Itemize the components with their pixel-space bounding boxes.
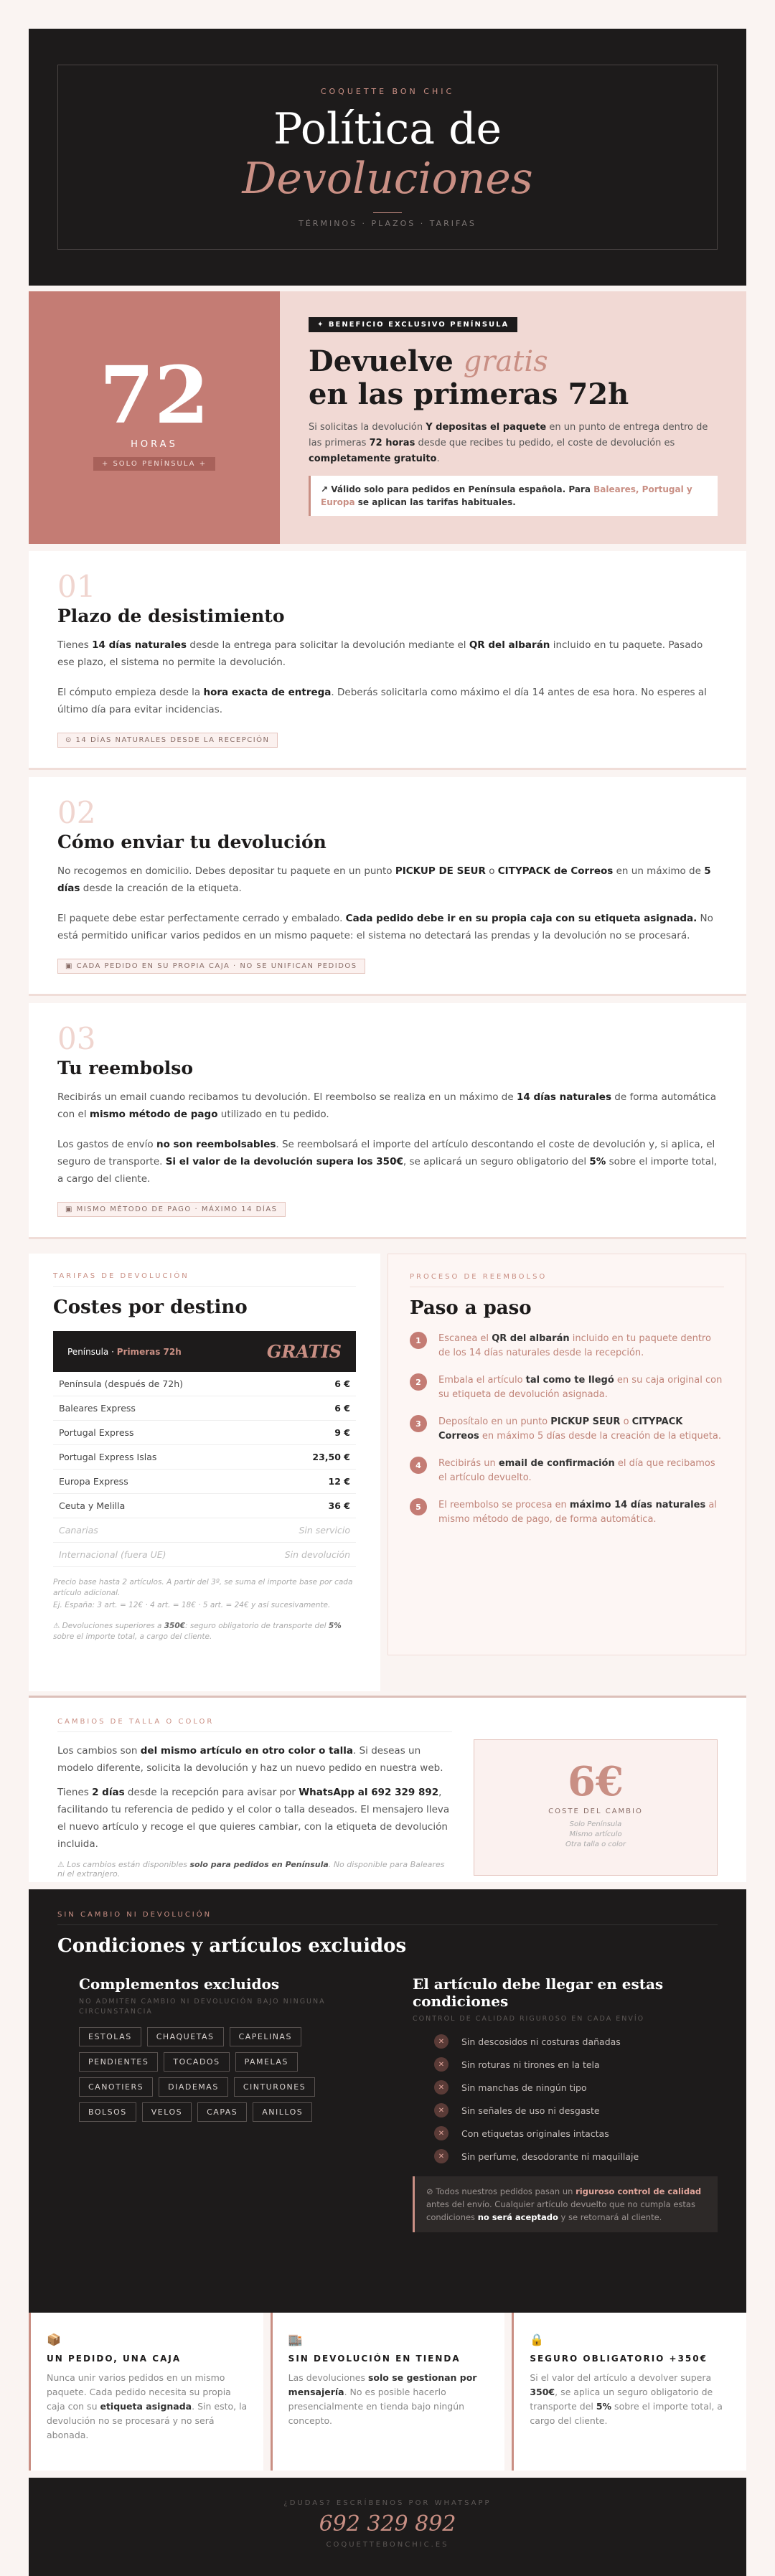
costs-footnote: Precio base hasta 2 artículos. A partir del 3º, se suma el importe base por cada artículo adicional.: [53, 1578, 353, 1597]
cost-value: 36 €: [328, 1500, 350, 1511]
excluded-kicker: SIN CAMBIO NI DEVOLUCIÓN: [57, 1911, 212, 1919]
excluded-item-chip: CANOTIERS: [79, 2077, 153, 2097]
step-item: [410, 1415, 724, 1444]
card-text: [288, 2371, 489, 2428]
benefit-number: 72: [99, 349, 210, 441]
excluded-item-chip: TOCADOS: [164, 2052, 229, 2072]
excluded-item-chip: BOLSOS: [79, 2102, 136, 2122]
cost-destination: Europa Express: [59, 1476, 128, 1487]
benefit-highlight: [29, 291, 280, 544]
step-text-part: tal como te llegó: [525, 1375, 614, 1386]
condition-item: [434, 2057, 718, 2072]
x-icon: ✕: [434, 2103, 448, 2117]
excluded-item-chip: CINTURONES: [234, 2077, 315, 2097]
costs-title: Costes por destino: [53, 1297, 248, 1318]
brand-name: COQUETTE BON CHIC: [320, 87, 455, 96]
costs-insurance-note: ⚠ Devoluciones superiores a 350€: seguro obligatorio de transporte del 5% sobre el importe total, a cargo del cliente.: [53, 1622, 342, 1641]
costs-example: Ej. España: 3 art. = 12€ · 4 art. = 18€ · 5 art. = 24€ y así sucesivamente.: [53, 1601, 331, 1609]
cost-value: 6 €: [334, 1378, 350, 1389]
cost-row: [53, 1445, 356, 1470]
step-number: 3: [410, 1415, 427, 1432]
excluded-item-chip: ESTOLAS: [79, 2027, 141, 2046]
condition-item: [434, 2080, 718, 2095]
website-link[interactable]: COQUETTEBONCHIC.ES: [326, 2541, 449, 2549]
cost-destination: Portugal Express Islas: [59, 1452, 157, 1462]
card-title: UN PEDIDO, UNA CAJA: [47, 2354, 182, 2364]
free-row: Península · Primeras 72h GRATIS: [53, 1331, 356, 1372]
divider: [53, 1286, 356, 1287]
benefit-title-b: en las primeras 72h: [309, 377, 629, 411]
card-title: SIN DEVOLUCIÓN EN TIENDA: [288, 2354, 461, 2364]
card-text-part: sobre el importe total, a cargo del cliente.: [530, 2401, 723, 2426]
store-icon: 🏬: [288, 2333, 303, 2346]
step-text-part: email de confirmación: [498, 1458, 615, 1469]
footer-ask: ¿DUDAS? ESCRÍBENOS POR WHATSAPP: [283, 2499, 492, 2507]
card-text-part: , se aplica un seguro obligatorio de transporte del: [530, 2387, 713, 2412]
cost-destination: Ceuta y Melilla: [59, 1500, 126, 1511]
cost-row: [53, 1372, 356, 1396]
step-text-part: o: [620, 1416, 632, 1427]
card-text-part: 350€: [530, 2387, 555, 2397]
cost-destination: Internacional (fuera UE): [59, 1549, 166, 1560]
benefit-section: [29, 291, 746, 544]
change-note: ⚠ Los cambios están disponibles solo para pedidos en Península. No disponible para Baleares ni el extranjero.: [57, 1860, 445, 1879]
step-number: 4: [410, 1457, 427, 1474]
section-paragraph: Recibirás un email cuando recibamos tu devolución. El reembolso se realiza en un máximo de 14 días naturales de forma automática con el mismo método de pago utilizado en tu pedido.: [57, 1091, 717, 1120]
excluded-item-chip: VELOS: [142, 2102, 192, 2122]
box-icon: 📦: [47, 2333, 61, 2346]
x-icon: ✕: [434, 2034, 448, 2049]
section-title: Plazo de desistimiento: [57, 606, 285, 626]
x-icon: ✕: [434, 2126, 448, 2140]
change-paragraph: Los cambios son del mismo artículo en otro color o talla. Si deseas un modelo diferente, solicita la devolución y haz un nuevo pedido en nuestra web.: [57, 1745, 443, 1774]
info-card: [512, 2313, 746, 2471]
benefit-title-em: gratis: [463, 345, 548, 378]
cost-destination: Canarias: [59, 1525, 98, 1536]
step-text-part: El reembolso se procesa en: [438, 1500, 570, 1510]
excluded-item-chip: CHAQUETAS: [147, 2027, 224, 2046]
step-text: [438, 1498, 724, 1527]
cost-row: [53, 1494, 356, 1518]
whatsapp-phone[interactable]: 692 329 892: [319, 2511, 456, 2537]
card-text: [530, 2371, 731, 2428]
change-fee-box: [474, 1739, 718, 1876]
excluded-title: Condiciones y artículos excluidos: [57, 1935, 407, 1957]
step-text-part: QR del albarán: [492, 1333, 570, 1344]
x-icon: ✕: [434, 2057, 448, 2072]
cost-row: [53, 1396, 356, 1421]
step-text-part: PICKUP SEUR: [550, 1416, 621, 1427]
x-icon: ✕: [434, 2080, 448, 2095]
card-text-part: solo se gestionan por mensajería: [288, 2372, 477, 2397]
divider: [373, 212, 402, 213]
cost-row-unavailable: [53, 1543, 356, 1567]
step-text: [438, 1373, 724, 1402]
footer: [29, 2478, 746, 2576]
card-text-part: etiqueta asignada: [100, 2401, 192, 2412]
step-item: [410, 1373, 724, 1402]
excluded-accessories: [57, 1975, 384, 2232]
excluded-item-chip: CAPAS: [197, 2102, 247, 2122]
hero-tags: TÉRMINOS · PLAZOS · TARIFAS: [299, 219, 476, 228]
section-title: Tu reembolso: [57, 1058, 194, 1078]
excluded-left-subtitle: NO ADMITEN CAMBIO NI DEVOLUCIÓN BAJO NINGUNA CIRCUNSTANCIA: [79, 1998, 326, 2016]
condition-text: Sin perfume, desodorante ni maquillaje: [461, 2150, 639, 2162]
step-number: 2: [410, 1373, 427, 1391]
section-refund: [29, 1003, 746, 1239]
condition-text: Con etiquetas originales intactas: [461, 2128, 609, 2139]
section-paragraph: El paquete debe estar perfectamente cerrado y embalado. Cada pedido debe ir en su propia caja con su etiqueta asignada. No está permitido unificar varios pedidos en un mismo paquete: el sistema no detectará las prendas y la devolución no se procesará.: [57, 913, 713, 941]
cost-value: Sin devolución: [284, 1549, 350, 1560]
steps-title: Paso a paso: [410, 1297, 532, 1319]
required-conditions: [413, 1975, 718, 2232]
section-tag: ▣ MISMO MÉTODO DE PAGO · MÁXIMO 14 DÍAS: [57, 1202, 286, 1217]
step-text-part: CITYPACK Correos: [438, 1416, 683, 1442]
section-paragraph: Tienes 14 días naturales desde la entrega para solicitar la devolución mediante el QR del albarán incluido en tu paquete. Pasado ese plazo, el sistema no permite la devolución.: [57, 639, 703, 668]
step-text-part: máximo 14 días naturales: [569, 1500, 706, 1510]
page-subtitle: Devoluciones: [242, 154, 533, 204]
benefit-scope-pill: + SOLO PENÍNSULA +: [93, 457, 215, 471]
condition-item: [434, 2103, 718, 2117]
cost-destination: Baleares Express: [59, 1403, 136, 1414]
section-tag: ⊙ 14 DÍAS NATURALES DESDE LA RECEPCIÓN: [57, 733, 278, 748]
benefit-text: Si solicitas la devolución Y depositas el paquete en un punto de entrega dentro de las primeras 72 horas desde que recibes tu pedido, el coste de devolución es completamente gratuito.: [309, 422, 708, 464]
hero-frame: [57, 65, 718, 250]
cost-destination: Portugal Express: [59, 1427, 134, 1438]
card-text: [47, 2371, 248, 2443]
cost-value: 23,50 €: [312, 1452, 350, 1462]
benefit-note: ↗ Válido solo para pedidos en Península española. Para Baleares, Portugal y Europa se aplican las tarifas habituales.: [309, 476, 718, 516]
free-value: GRATIS: [266, 1341, 342, 1362]
excluded-right-title: El artículo debe llegar en estas condiciones: [413, 1975, 664, 2010]
step-text-part: Embala el artículo: [438, 1375, 526, 1386]
excluded-section: [29, 1889, 746, 2313]
step-text: [438, 1457, 724, 1485]
info-card: [271, 2313, 505, 2471]
excluded-left-title: Complementos excluidos: [79, 1975, 280, 1993]
change-paragraph: Tienes 2 días desde la recepción para avisar por WhatsApp al 692 329 892, facilitando tu referencia de pedido y el color o talla deseados. El mensajero lleva el nuevo artículo y recoge el que quieres cambiar, con la etiqueta de devolución incluida.: [57, 1787, 450, 1850]
cost-value: Sin servicio: [299, 1525, 350, 1536]
condition-item: [434, 2149, 718, 2163]
condition-text: Sin señales de uso ni desgaste: [461, 2105, 600, 2116]
step-item: [410, 1457, 724, 1485]
condition-text: Sin manchas de ningún tipo: [461, 2082, 587, 2093]
card-text-part: Nunca unir varios pedidos en un mismo paquete. Cada pedido necesita su propia caja con su: [47, 2372, 231, 2412]
step-text: [438, 1332, 724, 1360]
section-how-to-send: [29, 777, 746, 996]
section-number: 02: [57, 795, 96, 830]
step-text: [438, 1415, 724, 1444]
step-text-part: Escanea el: [438, 1333, 492, 1344]
excluded-right-subtitle: CONTROL DE CALIDAD RIGUROSO EN CADA ENVÍO: [413, 2015, 645, 2023]
costs-table: [29, 1254, 380, 1691]
cost-destination: Península (después de 72h): [59, 1378, 183, 1389]
benefit-unit: HORAS: [131, 439, 178, 450]
x-icon: ✕: [434, 2149, 448, 2163]
change-kicker: CAMBIOS DE TALLA O COLOR: [57, 1718, 215, 1726]
excluded-item-chip: ANILLOS: [253, 2102, 312, 2122]
card-title: SEGURO OBLIGATORIO +350€: [530, 2354, 708, 2364]
cost-row-unavailable: [53, 1518, 356, 1543]
costs-and-steps: [29, 1254, 746, 1691]
section-title: Cómo enviar tu devolución: [57, 832, 327, 852]
condition-item: [434, 2034, 718, 2049]
change-fee-label: COSTE DEL CAMBIO: [548, 1808, 643, 1815]
excluded-item-chip: PAMELAS: [235, 2052, 298, 2072]
card-text-part: . No es posible hacerlo presencialmente en tienda bajo ningún concepto.: [288, 2387, 465, 2426]
card-text-part: Las devoluciones: [288, 2372, 368, 2383]
benefit-badge: ✦ BENEFICIO EXCLUSIVO PENÍNSULA: [309, 317, 517, 332]
section-tag: ▣ CADA PEDIDO EN SU PROPIA CAJA · NO SE UNIFICAN PEDIDOS: [57, 959, 365, 974]
excluded-item-chip: DIADEMAS: [159, 2077, 228, 2097]
step-text-part: Deposítalo en un punto: [438, 1416, 551, 1427]
step-text-part: al mismo método de pago, de forma automática.: [438, 1500, 717, 1525]
cost-value: 12 €: [328, 1476, 350, 1487]
excluded-item-chip: CAPELINAS: [230, 2027, 301, 2046]
cost-value: 9 €: [334, 1427, 350, 1438]
change-fee-note: Solo Península Mismo artículo Otra talla o color: [565, 1820, 626, 1848]
section-paragraph: Los gastos de envío no son reembolsables. Se reembolsará el importe del artículo descontando el coste de devolución y, si aplica, el seguro de transporte. Si el valor de la devolución supera los 350€, se aplicará un seguro obligatorio del 5% sobre el importe total, a cargo del cliente.: [57, 1139, 718, 1185]
benefit-title-a: Devuelve: [309, 344, 464, 378]
section-number: 03: [57, 1021, 96, 1056]
step-item: [410, 1498, 724, 1527]
condition-item: [434, 2126, 718, 2140]
section-number: 01: [57, 569, 96, 604]
divider: [57, 1924, 718, 1925]
quality-note: ⊘ Todos nuestros pedidos pasan un riguroso control de calidad antes del envío. Cualquier artículo devuelto que no cumpla estas condiciones no será aceptado y se retornará al cliente.: [413, 2176, 718, 2232]
benefit-content: [280, 291, 746, 544]
card-text-part: Si el valor del artículo a devolver supera: [530, 2372, 712, 2383]
steps-kicker: PROCESO DE REEMBOLSO: [410, 1273, 548, 1281]
card-text-part: 5%: [596, 2401, 612, 2412]
condition-text: Sin roturas ni tirones en la tela: [461, 2059, 600, 2070]
lock-icon: 🔒: [530, 2333, 545, 2346]
size-color-change: [29, 1696, 746, 1882]
section-paragraph: El cómputo empieza desde la hora exacta de entrega. Deberás solicitarla como máximo el día 14 antes de esa hora. No esperes al último día para evitar incidencias.: [57, 687, 707, 715]
costs-kicker: TARIFAS DE DEVOLUCIÓN: [53, 1272, 189, 1280]
step-item: [410, 1332, 724, 1360]
section-withdrawal-period: [29, 551, 746, 770]
step-number: 1: [410, 1332, 427, 1349]
excluded-item-chip: PENDIENTES: [79, 2052, 158, 2072]
cost-row: [53, 1470, 356, 1494]
hero: [29, 29, 746, 286]
cost-value: 6 €: [334, 1403, 350, 1414]
divider: [57, 1731, 452, 1732]
info-card: [29, 2313, 263, 2471]
info-cards: [29, 2313, 746, 2471]
page-title: Política de: [273, 104, 502, 154]
card-text-part: . Sin esto, la devolución no se procesará y no será abonada.: [47, 2401, 248, 2440]
step-number: 5: [410, 1498, 427, 1515]
condition-text: Sin descosidos ni costuras dañadas: [461, 2036, 621, 2047]
change-fee: 6€: [568, 1758, 624, 1805]
cost-row: [53, 1421, 356, 1445]
step-text-part: en máximo 5 días desde la creación de la etiqueta.: [479, 1431, 721, 1442]
step-text-part: Recibirás un: [438, 1458, 499, 1469]
refund-steps: [388, 1254, 746, 1655]
step-text-part: incluido en tu paquete dentro de los 14 días naturales desde la recepción.: [438, 1333, 711, 1358]
section-paragraph: No recogemos en domicilio. Debes depositar tu paquete en un punto PICKUP DE SEUR o CITYPACK de Correos en un máximo de 5 días desde la creación de la etiqueta.: [57, 865, 711, 894]
step-text-part: en su caja original con su etiqueta de devolución asignada.: [438, 1375, 723, 1400]
step-text-part: el día que recibamos el artículo devuelto.: [438, 1458, 715, 1483]
benefit-title: [309, 345, 718, 411]
